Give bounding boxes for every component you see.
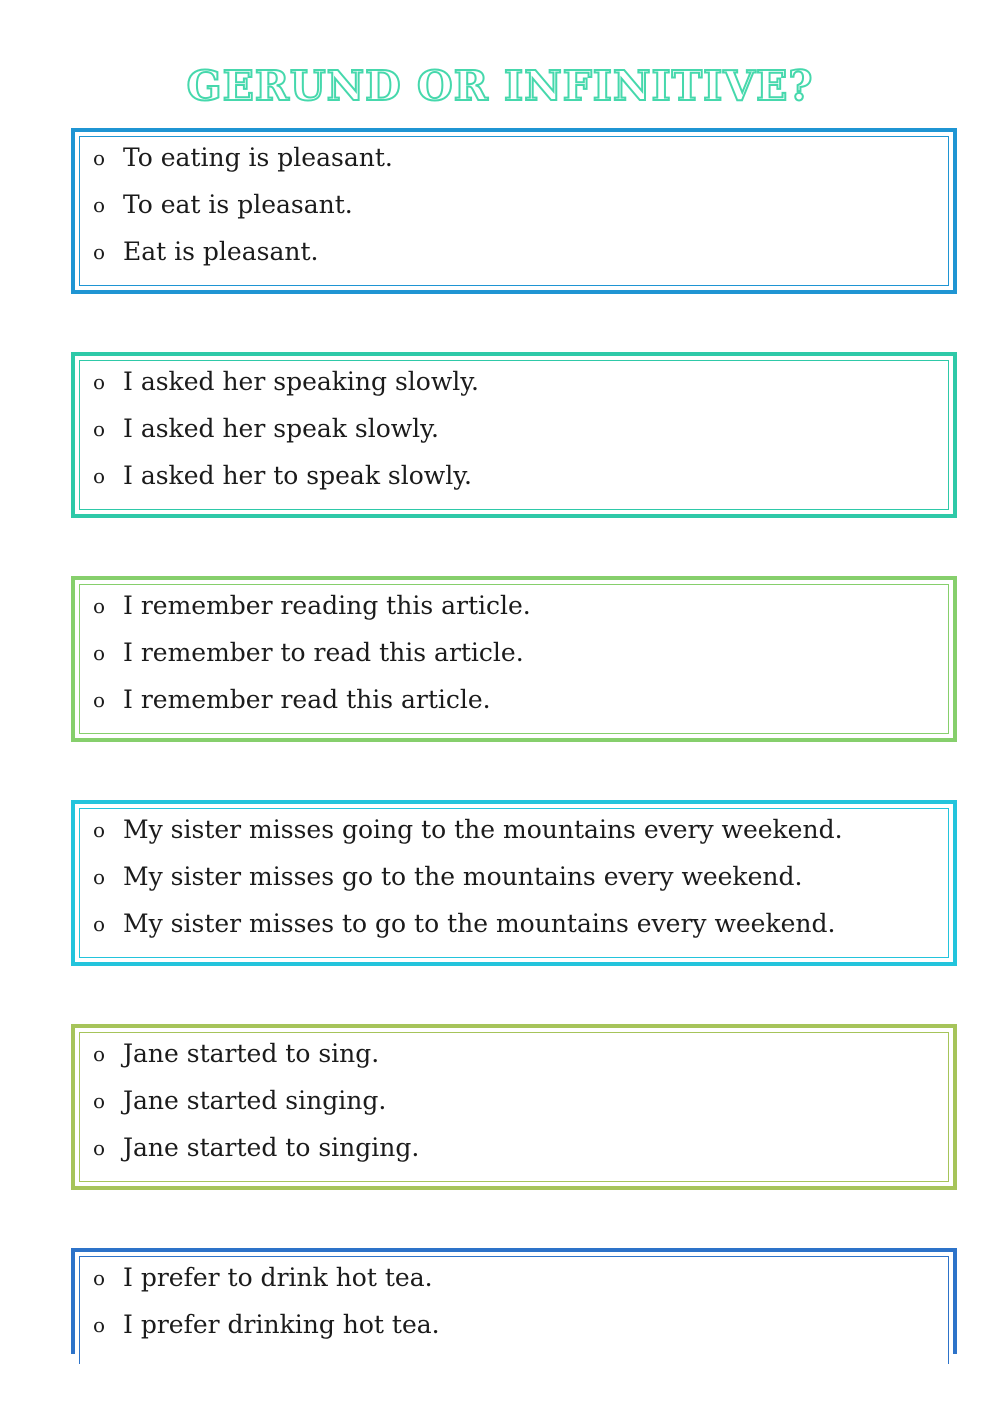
answer-option[interactable] xyxy=(93,1132,419,1164)
answer-option[interactable] xyxy=(93,908,835,940)
radio-bullet-icon[interactable]: o xyxy=(93,417,106,441)
question-box-4 xyxy=(71,800,957,966)
answer-option[interactable] xyxy=(93,637,524,669)
radio-bullet-icon[interactable]: o xyxy=(93,594,106,618)
answer-option[interactable] xyxy=(93,460,472,492)
radio-bullet-icon[interactable]: o xyxy=(93,818,106,842)
option-text: I asked her to speak slowly. xyxy=(123,461,472,490)
option-text: I prefer to drink hot tea. xyxy=(123,1263,433,1292)
radio-bullet-icon[interactable]: o xyxy=(93,912,106,936)
question-box-2 xyxy=(71,352,957,518)
answer-option[interactable] xyxy=(93,861,802,893)
answer-option[interactable] xyxy=(93,366,479,398)
radio-bullet-icon[interactable]: o xyxy=(93,1266,106,1290)
radio-bullet-icon[interactable]: o xyxy=(93,688,106,712)
answer-option[interactable] xyxy=(93,684,491,716)
answer-option[interactable] xyxy=(93,413,439,445)
radio-bullet-icon[interactable]: o xyxy=(93,1089,106,1113)
option-text: My sister misses going to the mountains every weekend. xyxy=(123,815,843,844)
radio-bullet-icon[interactable]: o xyxy=(93,370,106,394)
option-text: Jane started to sing. xyxy=(123,1039,380,1068)
answer-option[interactable] xyxy=(93,1038,379,1070)
option-text: I remember read this article. xyxy=(123,685,491,714)
radio-bullet-icon[interactable]: o xyxy=(93,1042,106,1066)
option-text: My sister misses go to the mountains every weekend. xyxy=(123,862,803,891)
radio-bullet-icon[interactable]: o xyxy=(93,464,106,488)
radio-bullet-icon[interactable]: o xyxy=(93,1313,106,1337)
option-text: Jane started singing. xyxy=(123,1086,387,1115)
question-box-6 xyxy=(71,1248,957,1354)
radio-bullet-icon[interactable]: o xyxy=(93,146,106,170)
option-text: To eating is pleasant. xyxy=(123,143,393,172)
question-box-3 xyxy=(71,576,957,742)
answer-option[interactable] xyxy=(93,142,393,174)
option-text: I prefer drinking hot tea. xyxy=(123,1310,440,1339)
radio-bullet-icon[interactable]: o xyxy=(93,641,106,665)
answer-option[interactable] xyxy=(93,189,353,221)
radio-bullet-icon[interactable]: o xyxy=(93,193,106,217)
question-box-1 xyxy=(71,128,957,294)
question-box-5 xyxy=(71,1024,957,1190)
option-text: To eat is pleasant. xyxy=(123,190,353,219)
radio-bullet-icon[interactable]: o xyxy=(93,865,106,889)
option-text: My sister misses to go to the mountains every weekend. xyxy=(123,909,836,938)
option-text: Jane started to singing. xyxy=(123,1133,420,1162)
radio-bullet-icon[interactable]: o xyxy=(93,240,106,264)
answer-option[interactable] xyxy=(93,1262,433,1294)
radio-bullet-icon[interactable]: o xyxy=(93,1136,106,1160)
option-text: I asked her speak slowly. xyxy=(123,414,439,443)
option-text: I asked her speaking slowly. xyxy=(123,367,479,396)
page-title: GERUND OR INFINITIVE? xyxy=(186,62,814,110)
option-text: Eat is pleasant. xyxy=(123,237,319,266)
answer-option[interactable] xyxy=(93,590,531,622)
answer-option[interactable] xyxy=(93,236,318,268)
answer-option[interactable] xyxy=(93,1085,386,1117)
answer-option[interactable] xyxy=(93,1309,440,1341)
option-text: I remember to read this article. xyxy=(123,638,524,667)
option-text: I remember reading this article. xyxy=(123,591,531,620)
answer-option[interactable] xyxy=(93,814,843,846)
